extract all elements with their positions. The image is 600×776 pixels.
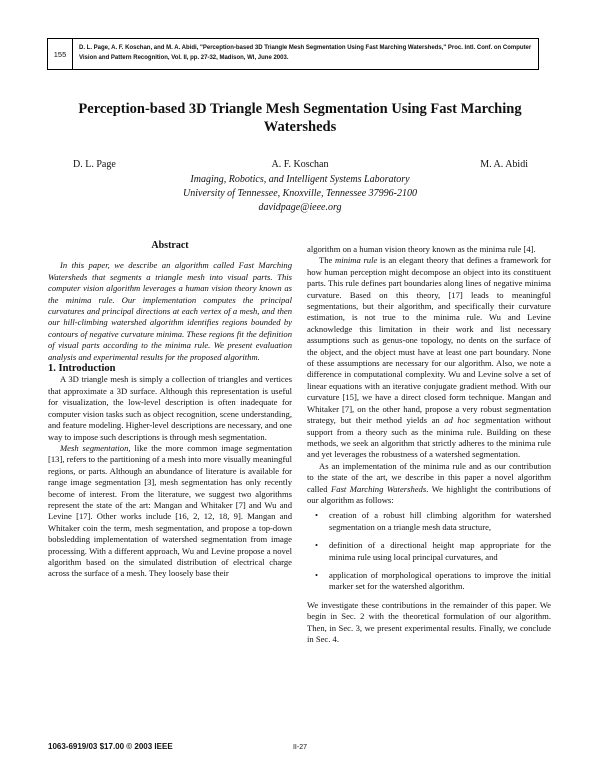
right-paragraph-3: We investigate these contributions in the remainder of this paper. We begin in Sec. 2 with the theoretical formulation of our algorithm. Then, in Sec. 3, we present experimental results. Finally, we conclude in Sec. 4. <box>307 599 551 644</box>
right-paragraph-2: As an implementation of the minima rule and as our contribution to the state of the art, we describe in this paper a novel algorithm called Fast Marching Watersheds. We highlight the contributions of our algorithm as follows: <box>307 460 551 505</box>
citation-text: D. L. Page, A. F. Koschan, and M. A. Abidi, "Perception-based 3D Triangle Mesh Segmentation Using Fast Marching Watersheds," Proc. Intl. Conf. on Computer Vision and Pattern Recognition, Vol. II, pp. 27-32, Madison, WI, June 2003. <box>79 45 532 61</box>
list-item: • definition of a directional height map appropriate for the minima rule using local principal curvatures, and <box>325 540 551 563</box>
right-column <box>307 244 551 645</box>
intro-paragraph-2: Mesh segmentation, like the more common image segmentation [13], refers to the partitioning of a mesh into more visually meaningful regions, or parts. Although an abundance of literature is available for range image segmentation [3], mesh segmentation has only recently become of interest. From the literature, we suggest two algorithms represent the state of the art: Mangan and Whitaker [7] and Wu and Levine [17]. Other works include [16, 2, 12, 18, 9]. Mangan and Whitaker coin the term, mesh segmentation, and propose a top-down bobsledding implementation of watershed segmentation from image processing. With a different approach, Wu and Levine propose a novel algorithm based on the simulated distribution of electrical charge across the surface of a mesh. They loosely base their <box>48 442 292 579</box>
page-number-label: 155 <box>48 39 73 69</box>
term-ad-hoc: ad hoc <box>444 415 470 426</box>
right-paragraph-1: The minima rule is an elegant theory that defines a framework for how human perception might decompose an object into its constituent parts. This rule defines part boundaries along lines of negative minima curvature. Based on this theory, [17] leads to meaningful segmentations, but their algorithm, and specifically their curvature estimation, is not true to the minima rule. Wu and Levine acknowledge this limitation in their work and list necessary assumptions such as genus-one topology, no dents on the surface of the object, and the object must have at least one part boundary. None of these assumptions are necessary for our algorithm. Also, we note a difference in computational complexity. Wu and Levine solve a set of linear equations with an iterative conjugate gradient method. With our curvature [15], we have a direct closed form technique. Mangan and Whitaker [7], on the other hand, propose a very robust segmentation strategy, but their method yields an ad hoc segmentation without support from a theory such as the minima rule. Building on these methods, we seek an algorithm that strictly adheres to the minima rule and yet leverages the robustness of a watershed segmentation. <box>307 255 551 460</box>
term-mesh-segmentation: Mesh segmentation <box>60 442 129 453</box>
abstract-heading: Abstract <box>151 240 189 251</box>
abstract-text: In this paper, we describe an algorithm called Fast Marching Watersheds that segments a triangle mesh into visual parts. This computer vision algorithm leverages a human vision theory known as the minima rule. Our implementation computes the principal curvatures and principal directions at each vertex of a mesh, and then our hill-climbing watershed algorithm identifies regions bounded by contours of negative curvature minima. These regions fit the definition of visual parts according to the minima rule. We present evaluation analysis and experimental results for the proposed algorithm. <box>48 260 292 362</box>
list-item: • creation of a robust hill climbing algorithm for watershed segmentation on a triangle mesh data structure, <box>325 510 551 533</box>
left-column <box>48 240 292 580</box>
author-koschan: A. F. Koschan <box>271 159 329 170</box>
right-paragraph-0: algorithm on a human vision theory known as the minima rule [4]. <box>307 244 536 254</box>
section-heading-introduction: 1. Introduction <box>48 363 116 375</box>
copyright-footer: 1063-6919/03 $17.00 © 2003 IEEE <box>48 742 173 751</box>
paper-title: Perception-based 3D Triangle Mesh Segmentation Using Fast Marching Watersheds <box>78 101 522 135</box>
affiliation-email: davidpage@ieee.org <box>258 202 342 213</box>
author-abidi: M. A. Abidi <box>480 159 528 170</box>
term-minima-rule: minima rule <box>335 255 378 266</box>
list-item: • application of morphological operations to improve the initial marker set for the watershed algorithm. <box>325 570 551 593</box>
page-footer-number: II-27 <box>292 744 307 751</box>
author-page: D. L. Page <box>73 159 116 170</box>
intro-paragraph-1: A 3D triangle mesh is simply a collection of triangles and vertices that approximate a 3D surface. Although this representation is useful for visualization, the low-level description is often inadequate for computer vision tasks such as object recognition, scene understanding, and feature modeling. Higher-level descriptions are necessary, and one way to impose such descriptions is through mesh segmentation. <box>48 374 292 442</box>
citation-header-box <box>47 38 539 70</box>
affiliation-lab: Imaging, Robotics, and Intelligent Systems Laboratory <box>190 174 410 185</box>
contributions-list <box>307 510 551 592</box>
affiliation-university: University of Tennessee, Knoxville, Tennessee 37996-2100 <box>183 188 417 199</box>
term-fast-marching-watersheds: Fast Marching Watersheds <box>331 483 427 494</box>
